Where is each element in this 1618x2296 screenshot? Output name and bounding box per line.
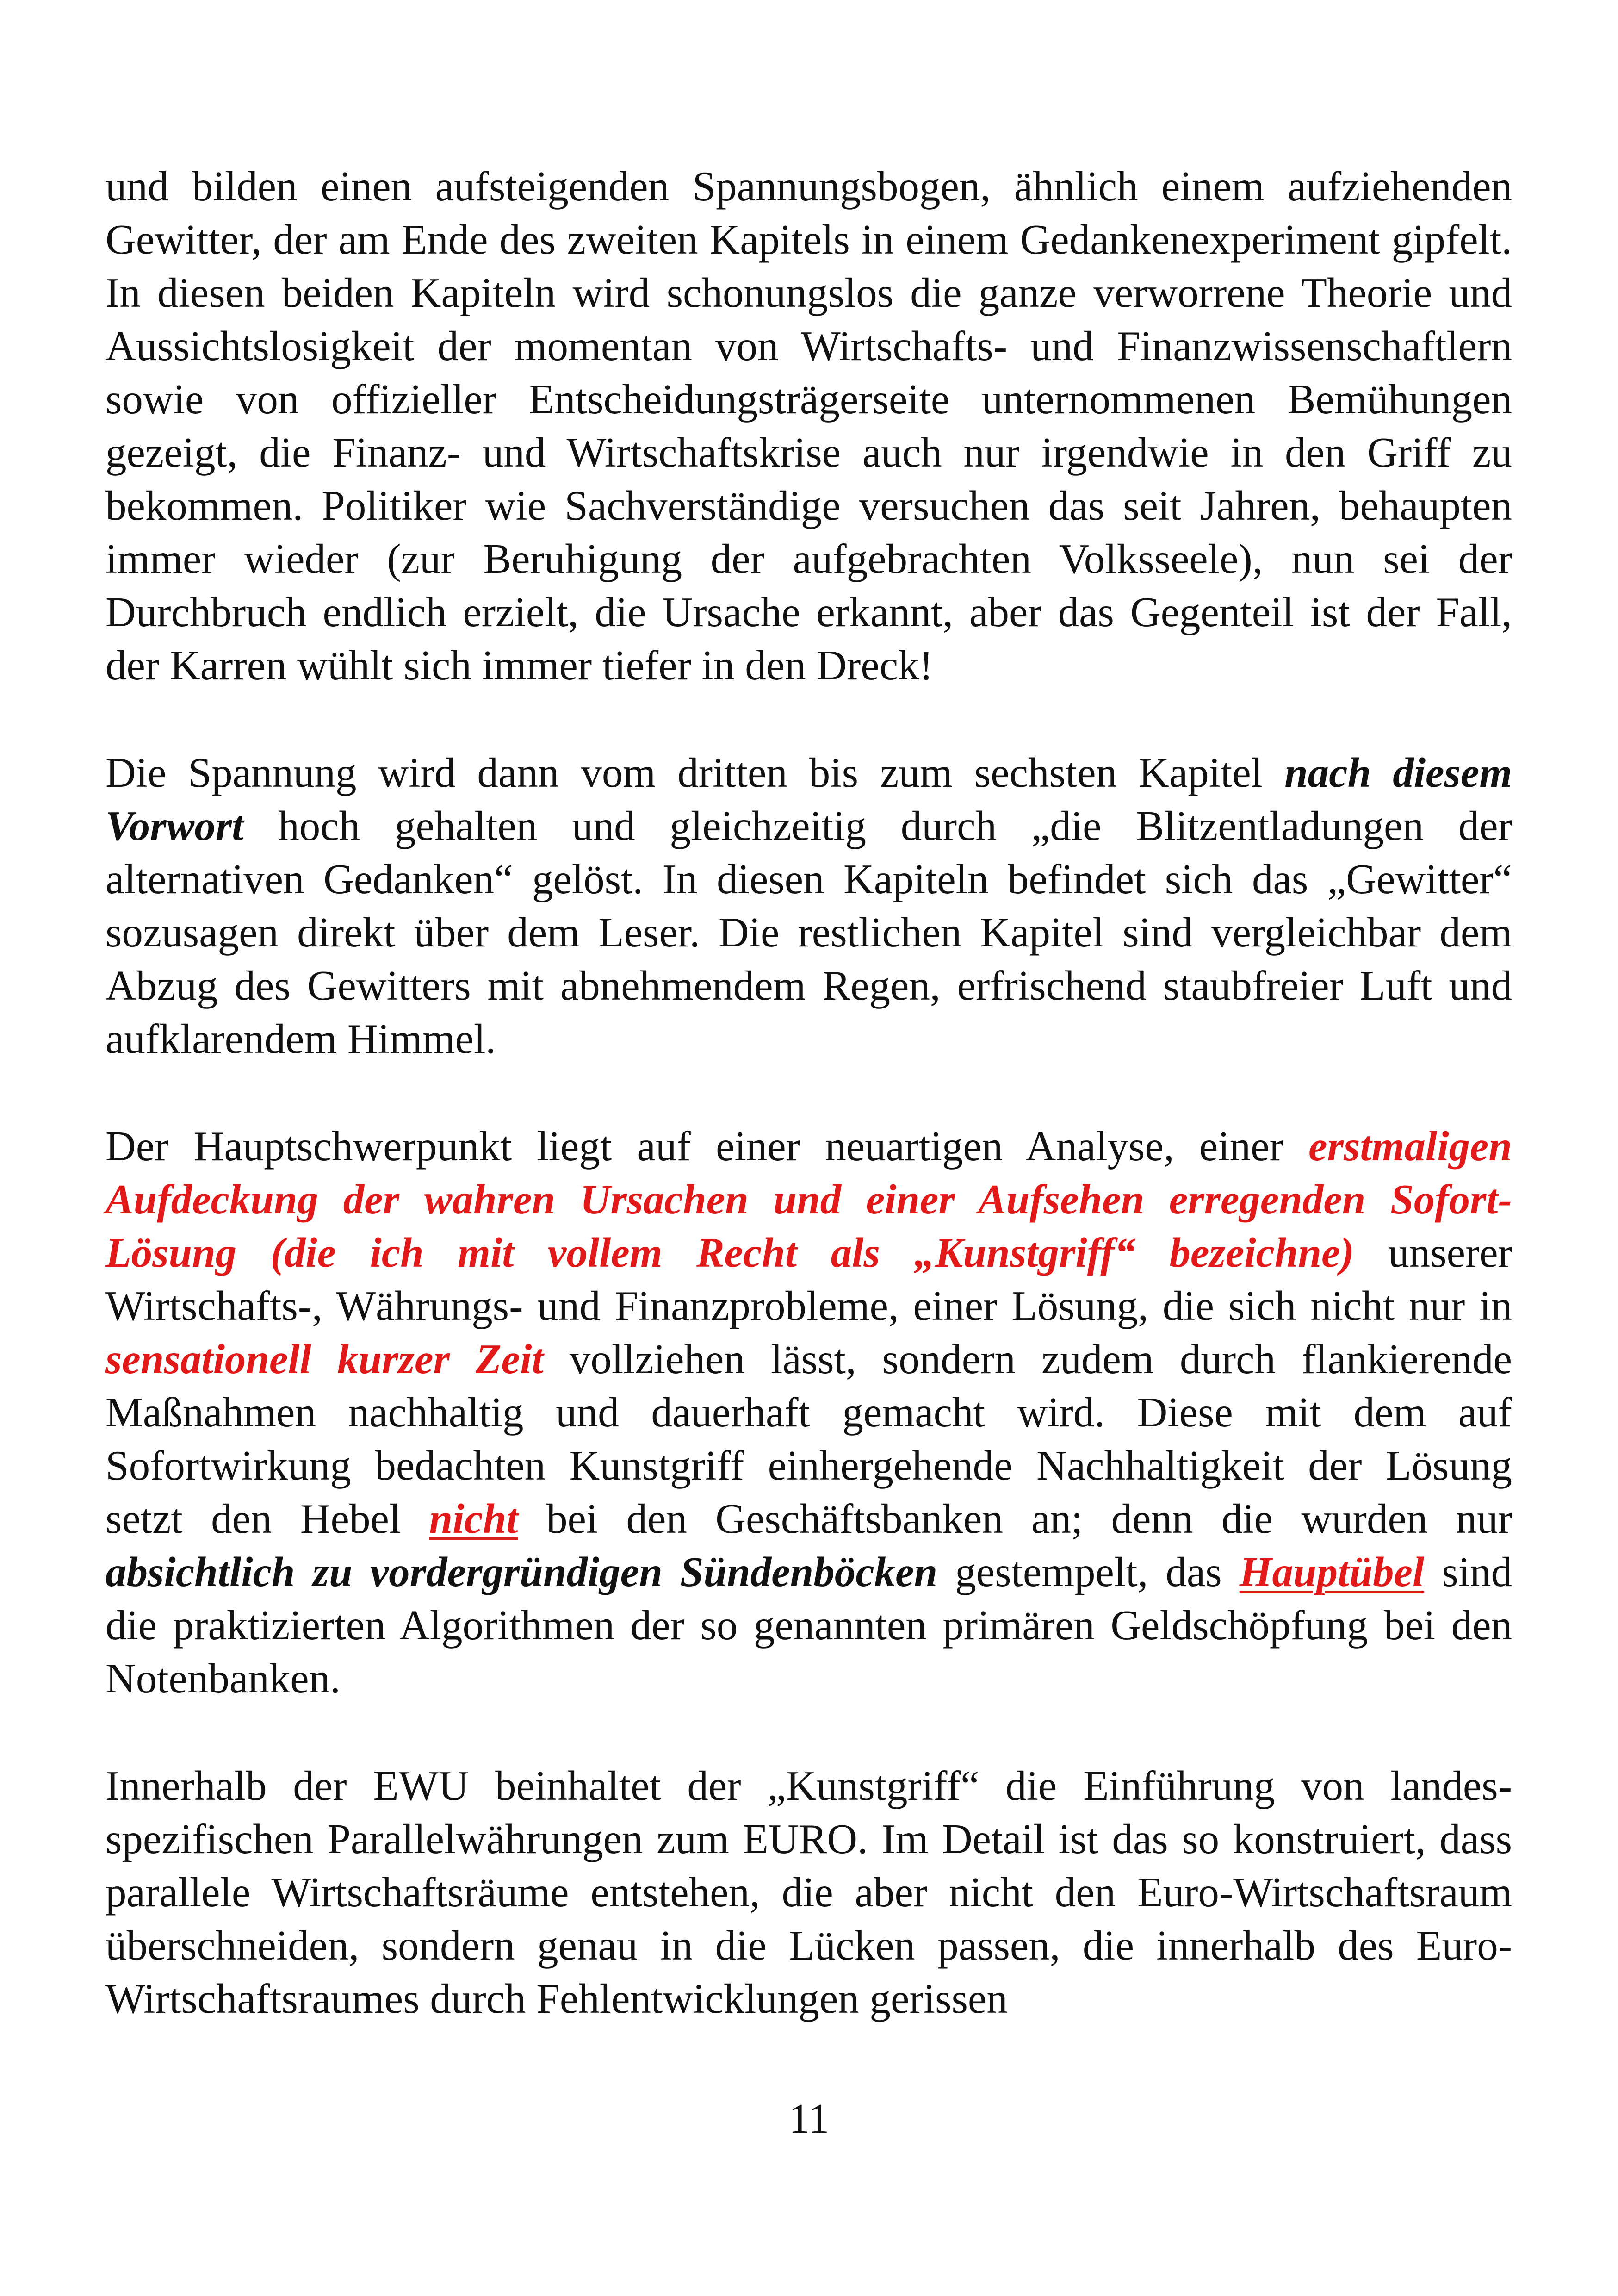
paragraph-4 (105, 1759, 1512, 2025)
emphasis-erstmaligen-aufdeckung: erstmaligen Aufdeckung der wahren Ursachen und einer Aufsehen erregenden Sofort-Lösung (die ich mit vollem Recht als „Kunstgriff“ bezeichne) (105, 1123, 1512, 1276)
emphasis-suendenboecke: absichtlich zu vordergründigen Sündenböcken (105, 1549, 938, 1595)
emphasis-sensationell-kurzer-zeit: sensationell kurzer Zeit (105, 1336, 544, 1382)
emphasis-nicht: nicht (429, 1495, 518, 1542)
paragraph-4-text: Innerhalb der EWU beinhaltet der „Kunstgriff“ die Einführung von landesspezifischen Parallelwährungen zum EURO. Im Detail ist das so konstruiert, dass parallele Wirtschaftsräume entstehen, die aber nicht den Euro-Wirtschaftsraum überschneiden, sondern genau in die Lücken passen, die innerhalb des Euro-Wirtschaftsraumes durch Fehlentwicklungen gerissen (105, 1762, 1512, 2022)
emphasis-nach-diesem-vorwort: nach diesem Vorwort (105, 749, 1512, 849)
paragraph-3-text-6: sind die praktizierten Algorithmen der so genannten primären Geldschöpfung bei den Notenbanken. (105, 1549, 1513, 1702)
paragraph-3-text-4: bei den Geschäftsbanken an; denn die wurden nur (518, 1495, 1512, 1542)
paragraph-3-text-1: Der Hauptschwerpunkt liegt auf einer neuartigen Analyse, einer (105, 1123, 1309, 1170)
paragraph-2-text-1: Die Spannung wird dann vom dritten bis zum sechsten Kapitel (105, 749, 1285, 796)
document-body (105, 160, 1512, 2025)
paragraph-2-text-2: hoch gehalten und gleichzeitig durch „die Blitzentladungen der alternativen Gedanken“ gelöst. In diesen Kapiteln befindet sich das „Gewitter“ sozusagen direkt über dem Leser. Die restlichen Kapitel sind vergleichbar dem Abzug des Gewitters mit abnehmendem Regen, erfrischend staubfreier Luft und aufklarendem Himmel. (105, 803, 1512, 1062)
emphasis-hauptuebel: Hauptübel (1239, 1549, 1425, 1595)
paragraph-3-text-2: unserer Wirtschafts-, Währungs- und Finanzprobleme, einer Lösung, die sich nicht nur in (105, 1229, 1512, 1329)
page-number: 11 (788, 2095, 830, 2142)
paragraph-3 (105, 1120, 1512, 1705)
paragraph-2 (105, 746, 1512, 1065)
paragraph-1 (105, 160, 1512, 692)
paragraph-3-text-5: gestempelt, das (937, 1549, 1240, 1595)
paragraph-3-text-3: vollziehen lässt, sondern zudem durch flankierende Maßnahmen nachhaltig und dauerhaft gemacht wird. Diese mit dem auf Sofortwirkung bedachten Kunstgriff einhergehende Nachhaltigkeit der Lösung setzt den Hebel (105, 1336, 1512, 1542)
paragraph-1-text: und bilden einen aufsteigenden Spannungsbogen, ähnlich einem aufziehenden Gewitter, der am Ende des zweiten Kapitels in einem Gedankenexperiment gipfelt. In diesen beiden Kapiteln wird schonungslos die ganze verworrene Theorie und Aussichtslosigkeit der momentan von Wirtschafts- und Finanzwissenschaftlern sowie von offizieller Entscheidungsträgerseite unternommenen Bemühungen gezeigt, die Finanz- und Wirtschaftskrise auch nur irgendwie in den Griff zu bekommen. Politiker wie Sachverständige versuchen das seit Jahren, behaupten immer wieder (zur Beruhigung der aufgebrachten Volksseele), nun sei der Durchbruch endlich erzielt, die Ursache erkannt, aber das Gegenteil ist der Fall, der Karren wühlt sich immer tiefer in den Dreck! (105, 163, 1512, 689)
